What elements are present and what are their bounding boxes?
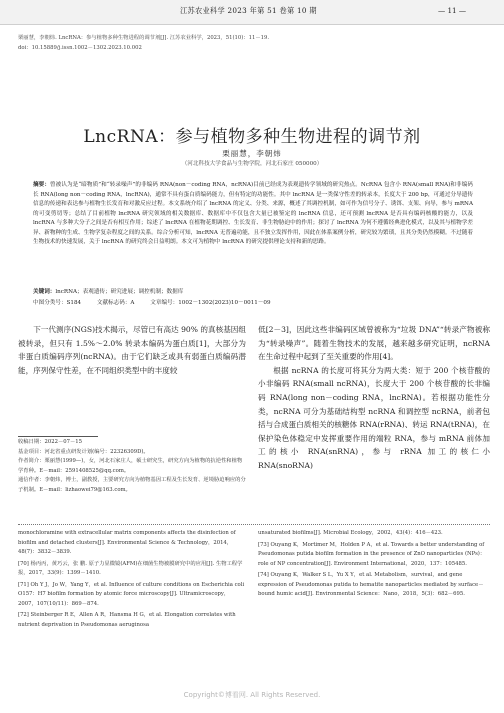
- authors: 栗丽慧，李朝炜: [222, 149, 282, 158]
- article-title: LncRNA：参与植物多种生物进程的调节剂: [83, 127, 421, 147]
- reference-item: [71] Oh Y J，Jo W，Yang Y，et al. Influence of culture conditions on Escherichia coli O157：H7 biofilm formation by atomic force microscopy[J]. Ultramicroscopy，2007，107(10/11)：869－874.: [18, 581, 245, 607]
- footnote-corresponding: 通信作者：李朝炜，博士，副教授，主要研究方向为植物基因工程及生长发育、逆境胁迫响应的分子机制。E－mail：lizhaowei79@163.com。: [18, 477, 246, 493]
- article-number: 文章编号：1002－1302(2023)10－0011－09: [150, 300, 271, 306]
- keywords-label: 关键词：: [33, 289, 56, 295]
- running-header-journal: 江苏农业科学 2023 年第 51 卷第 10 期: [180, 6, 317, 15]
- affiliation: （河北科技大学食品与生物学院，河北石家庄 050000）: [181, 161, 323, 167]
- reference-item: [70] 杨丙丙，黄巧云，张 鹏. 原子力显微镜(AFM)在细菌生物被膜研究中的应用[J]. 生物工程学报，2017，33(9)：1399－1410.: [18, 560, 243, 576]
- abstract-text: 曾被认为是“暗物质”和“转录噪声”的非编码 RNA(non－coding RNA，ncRNA)目前已经成为表观遗传学领域的研究热点。NcRNA 包含小 RNA(small RNA)和非编码长 RNA(long non－coding RNA，lncRNA)，通常不具有蛋白质编码能力，但有特定的功能性。其中 lncRNA 是一类保守性差的转录本，长度大于 200 bp，可通过分导遗传信息的传递和表达参与植物生长发育和对激反应过程。本文系统介绍了 lncRNA 的定义、分类、来源，概述了其调控机制，如可作为信号分子、诱饵、支架、向导，参与 mRNA 的可变剪切等；总结了目前植物 lncRNA 研究领域的相关数据库、数据库中不仅包含大量已被鉴定的 lncRNA 信息，还可预测 lncRNA 是否具有编码核酸的能力，以及 lncRNA 与多种大分子之间是否有相互作用；综述了 lncRNA 在植物花期调控、生长发育、非生物胁迫中的作用；探讨了 lncRNA 为何不遵循经典进化模式，以及其与植物学差异、新物种的生成、生物学复杂程度之间的关系。综合分析可知，lncRNA 无普遍功能，且不独立发挥作用，因此在体系案例分析，研究较为繁琐，且其分类仍然模糊。不过随着生物技术的快速发展，关于 lncRNA 的研究终会日益明朗。本文可为植物中 lncRNA 的研究提供理论支持和新的思路。: [33, 182, 473, 245]
- doi-line: doi：10.15889/j.issn.1002－1302.2023.10.002: [18, 45, 142, 51]
- body-paragraph: 根据 ncRNA 的长度可将其分为两大类：短于 200 个核苷酸的小非编码 RNA(small ncRNA)，长度大于 200 个核苷酸的长非编码 RNA(long non－coding RNA，lncRNA)。若根据功能性分类，ncRNA 可分为基础结构型 ncRNA 和调控型 ncRNA，前者包括与合成蛋白质相关的核糖体 RNA(rRNA)、转运 RNA(tRNA)，在保护染色体稳定中发挥重要作用的端粒 RNA，参与 mRNA 前体加工的核小 RNA(snRNA)，参与 rRNA 加工的核仁小 RNA(snoRNA): [258, 365, 490, 470]
- reference-item: [73] Ouyang K，Mortimer M，Holden P A，et al. Towards a better understanding of Pseudomonas putida biofilm formation in the presence of ZnO nanoparticles (NPs)：role of NP concentration[J]. Environment International，2020，137：105485.: [258, 541, 486, 567]
- footnote-funding: 基金项目：河北省重点研发计划(编号：22326309D)。: [18, 448, 149, 455]
- reference-item: monochloramine with extracellular matrix components affects the disinfection of biofilm and detached clusters[J]. Environmental Science & Technology，2014，48(7)：3832－3839.: [18, 530, 236, 555]
- reference-item: unsaturated biofilms[J]. Microbial Ecology，2002，43(4)：416－423.: [258, 530, 443, 536]
- references-left-column: [18, 529, 246, 632]
- keywords: [33, 287, 473, 295]
- abstract: [33, 181, 473, 248]
- body-column-right: [258, 323, 490, 473]
- copyright-watermark: Copyright©博看网. All Rights Reserved.: [183, 691, 321, 699]
- footnote-rule: [18, 436, 98, 437]
- reference-item: [72] Steinberger R E，Allen A R，Hansma H G，et al. Elongation correlates with nutrient deprivation in Pseudomonas aeruginosa: [18, 612, 236, 628]
- abstract-label: 摘要：: [33, 182, 50, 188]
- citation-block: [18, 33, 488, 53]
- keywords-text: lncRNA；表观遗传；研究进展；调控机制；数据库: [55, 289, 184, 295]
- body-paragraph: 低[2－3]，因此这些非编码区域曾被称为“垃圾 DNA”“转录产物被称为“转录噪声”。随着生物技术的发展，越来越多研究证明，ncRNA 在生命过程中起到了至关重要的作用[4]。: [258, 325, 490, 362]
- citation-line: 栗丽慧，李朝炜. LncRNA：参与植物多种生物进程的调节剂[J]. 江苏农业科学，2023，51(10)：11－19.: [18, 35, 270, 41]
- body-column-left: [18, 323, 246, 377]
- reference-item: [74] Ouyang K，Walker S L，Yu X Y，et al. Metabolism，survival，and gene expression of Pseudomonas putida to hematite nanoparticles mediated by surface－bound humic acid[J]. Environmental Science：Nano，2018，5(3)：682－695.: [258, 572, 484, 597]
- running-header-page-number: — 11 —: [438, 6, 467, 15]
- document-code: 文献标志码：A: [96, 300, 135, 306]
- references-right-column: [258, 529, 490, 602]
- body-paragraph: 下一代测序(NGS)技术揭示，尽管已有高达 90% 的真核基因组被转录，但只有 1.5%～2.0% 转录本编码为蛋白质[1]，大部分为非蛋白质编码序列(ncRNA)。由于它们缺乏或具有弱蛋白质编码潜能，序列保守性差，在不同组织类型中的丰度较: [18, 325, 246, 375]
- section-divider: [18, 524, 490, 525]
- clc-number: 中图分类号：S184: [33, 300, 82, 306]
- classification-line: [33, 298, 473, 306]
- footnote-received: 收稿日期：2022－07－15: [18, 439, 83, 445]
- footnote-author-bio: 作者简介：栗丽慧(1999—)，女，河北石家庄人，硕士研究生，研究方向为植物的抗逆性和植物学育种。E－mail：2591408525@qq.com。: [18, 458, 243, 474]
- footnotes: [18, 438, 246, 496]
